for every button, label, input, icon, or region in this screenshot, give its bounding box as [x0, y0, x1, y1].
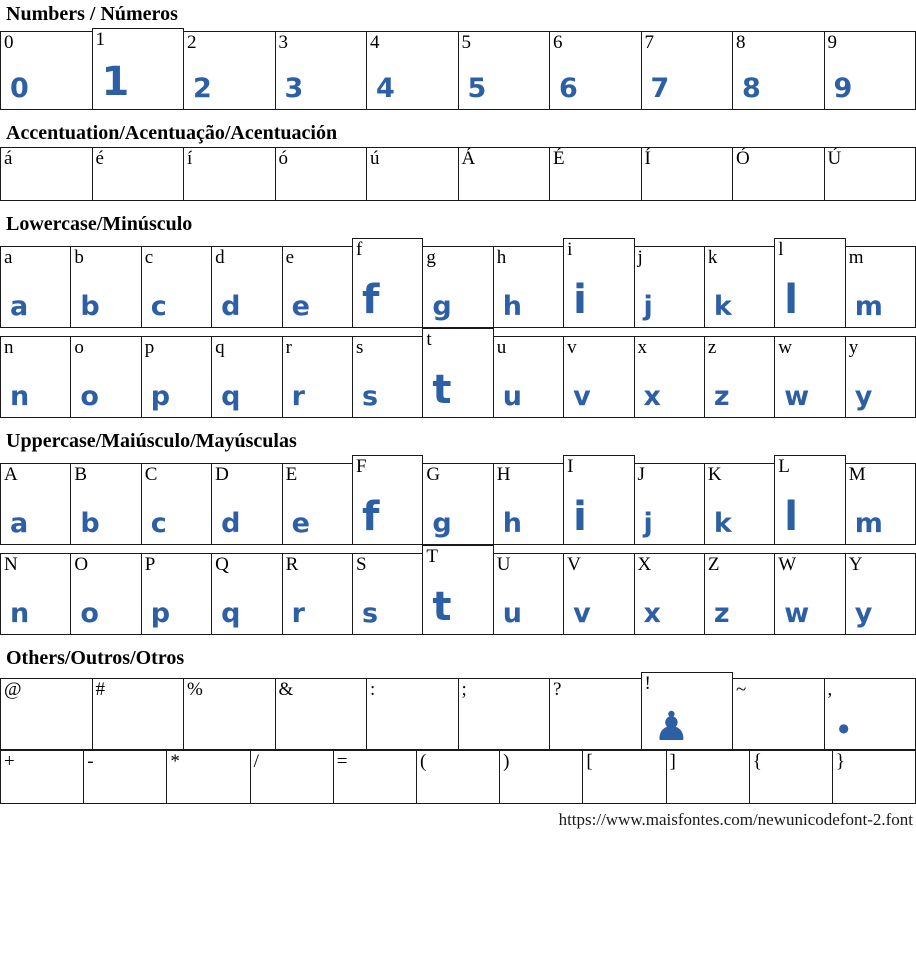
- char-label: X: [635, 554, 704, 576]
- section-title: Uppercase/Maiúsculo/Mayúsculas: [6, 430, 916, 452]
- section-title: Accentuation/Acentuação/Acentuación: [6, 122, 916, 144]
- char-glyph: z: [705, 600, 774, 634]
- char-label: p: [142, 337, 211, 359]
- char-glyph: 4: [367, 75, 458, 109]
- char-label: +: [1, 751, 83, 773]
- char-glyph: a: [1, 510, 70, 544]
- char-cell: [458, 147, 551, 201]
- char-glyph: [550, 193, 641, 200]
- char-glyph: [733, 193, 824, 200]
- char-cell: [0, 463, 71, 545]
- char-glyph: [500, 796, 582, 803]
- char-label: ,: [825, 679, 916, 701]
- char-cell: [422, 328, 493, 418]
- char-label: f: [353, 239, 422, 261]
- char-row: [0, 545, 916, 635]
- char-glyph: z: [705, 383, 774, 417]
- char-glyph: d: [212, 510, 281, 544]
- char-glyph: [276, 742, 367, 749]
- char-glyph: l: [775, 280, 844, 327]
- char-cell: [275, 147, 368, 201]
- char-glyph: s: [353, 600, 422, 634]
- char-cell: [0, 750, 84, 804]
- char-glyph: m: [846, 510, 915, 544]
- footer-url: https://www.maisfontes.com/newunicodefont-2.font: [0, 810, 916, 830]
- char-glyph: [276, 193, 367, 200]
- char-glyph: b: [71, 510, 140, 544]
- char-cell: [845, 336, 916, 418]
- char-glyph: [550, 742, 641, 749]
- char-cell: [824, 678, 916, 750]
- char-label: g: [423, 247, 492, 269]
- char-glyph: u: [494, 383, 563, 417]
- char-label: x: [635, 337, 704, 359]
- char-label: Y: [846, 554, 915, 576]
- char-cell: [563, 238, 634, 328]
- char-label: Z: [705, 554, 774, 576]
- char-cell: [493, 553, 564, 635]
- char-cell: [563, 455, 634, 545]
- char-glyph: 0: [1, 75, 92, 109]
- char-label: %: [184, 679, 275, 701]
- char-row: [0, 672, 916, 750]
- char-label: 4: [367, 32, 458, 54]
- dot-icon: ●: [825, 722, 916, 749]
- char-cell: [211, 553, 282, 635]
- char-label: V: [564, 554, 633, 576]
- char-cell: [704, 463, 775, 545]
- char-cell: [458, 678, 551, 750]
- char-label: y: [846, 337, 915, 359]
- char-cell: [352, 238, 423, 328]
- char-label: (: [417, 751, 499, 773]
- char-label: W: [775, 554, 844, 576]
- char-glyph: 8: [733, 75, 824, 109]
- char-glyph: a: [1, 293, 70, 327]
- char-glyph: [1, 796, 83, 803]
- char-glyph: [417, 796, 499, 803]
- char-label: b: [71, 247, 140, 269]
- char-cell: [70, 553, 141, 635]
- char-glyph: r: [283, 600, 352, 634]
- char-cell: [641, 672, 734, 750]
- char-cell: [824, 147, 916, 201]
- char-label: é: [93, 148, 184, 170]
- char-glyph: f: [353, 280, 422, 327]
- char-label: =: [334, 751, 416, 773]
- char-label: M: [846, 464, 915, 486]
- char-glyph: h: [494, 293, 563, 327]
- char-label: O: [71, 554, 140, 576]
- char-glyph: g: [423, 293, 492, 327]
- char-cell: [563, 336, 634, 418]
- char-cell: [183, 678, 276, 750]
- char-cell: [141, 336, 212, 418]
- char-label: l: [775, 239, 844, 261]
- char-row: [0, 750, 916, 804]
- char-label: U: [494, 554, 563, 576]
- char-row: [0, 238, 916, 328]
- char-glyph: [1, 742, 92, 749]
- person-figure-icon: ♟: [642, 707, 733, 749]
- char-cell: [563, 553, 634, 635]
- char-glyph: [367, 193, 458, 200]
- char-label: o: [71, 337, 140, 359]
- char-cell: [211, 463, 282, 545]
- char-glyph: j: [635, 510, 704, 544]
- char-glyph: t: [423, 587, 492, 634]
- char-label: n: [1, 337, 70, 359]
- char-label: S: [353, 554, 422, 576]
- char-glyph: 2: [184, 75, 275, 109]
- char-label: D: [212, 464, 281, 486]
- char-label: Ó: [733, 148, 824, 170]
- char-label: 0: [1, 32, 92, 54]
- char-cell: [282, 246, 353, 328]
- char-cell: [704, 336, 775, 418]
- char-label: E: [283, 464, 352, 486]
- char-row: [0, 328, 916, 418]
- section-title: Others/Outros/Otros: [6, 647, 916, 669]
- char-glyph: [84, 796, 166, 803]
- char-cell: [141, 246, 212, 328]
- char-label: ): [500, 751, 582, 773]
- char-label: F: [353, 456, 422, 478]
- char-glyph: b: [71, 293, 140, 327]
- char-label: Ú: [825, 148, 916, 170]
- char-cell: [732, 31, 825, 110]
- char-label: 2: [184, 32, 275, 54]
- char-label: }: [833, 751, 915, 773]
- char-cell: [641, 31, 734, 110]
- char-label: L: [775, 456, 844, 478]
- char-glyph: [1, 193, 92, 200]
- char-label: z: [705, 337, 774, 359]
- char-label: {: [750, 751, 832, 773]
- char-cell: [83, 750, 167, 804]
- char-label: i: [564, 239, 633, 261]
- char-glyph: q: [212, 383, 281, 417]
- char-label: /: [251, 751, 333, 773]
- char-cell: [458, 31, 551, 110]
- character-map: [0, 3, 916, 804]
- char-cell: [183, 147, 276, 201]
- char-glyph: v: [564, 383, 633, 417]
- char-label: j: [635, 247, 704, 269]
- char-glyph: [184, 193, 275, 200]
- char-label: ú: [367, 148, 458, 170]
- char-label: 1: [93, 29, 184, 51]
- char-glyph: [583, 796, 665, 803]
- char-cell: [416, 750, 500, 804]
- char-glyph: x: [635, 383, 704, 417]
- char-cell: [832, 750, 916, 804]
- char-cell: [666, 750, 750, 804]
- char-label: k: [705, 247, 774, 269]
- char-cell: [774, 553, 845, 635]
- char-cell: [499, 750, 583, 804]
- char-glyph: [642, 193, 733, 200]
- char-label: P: [142, 554, 211, 576]
- char-label: H: [494, 464, 563, 486]
- char-label: r: [283, 337, 352, 359]
- char-glyph: [667, 796, 749, 803]
- char-label: É: [550, 148, 641, 170]
- char-glyph: [184, 742, 275, 749]
- char-cell: [282, 336, 353, 418]
- char-glyph: j: [635, 293, 704, 327]
- char-cell: [366, 31, 459, 110]
- char-label: 8: [733, 32, 824, 54]
- char-cell: [845, 246, 916, 328]
- char-cell: [141, 463, 212, 545]
- char-label: ó: [276, 148, 367, 170]
- char-label: t: [423, 329, 492, 351]
- char-label: í: [184, 148, 275, 170]
- char-glyph: q: [212, 600, 281, 634]
- char-glyph: h: [494, 510, 563, 544]
- char-label: u: [494, 337, 563, 359]
- char-label: c: [142, 247, 211, 269]
- char-label: K: [705, 464, 774, 486]
- char-label: w: [775, 337, 844, 359]
- char-cell: [0, 553, 71, 635]
- char-label: ~: [733, 679, 824, 701]
- char-label: I: [564, 456, 633, 478]
- char-label: G: [423, 464, 492, 486]
- char-cell: [641, 147, 734, 201]
- char-glyph: 3: [276, 75, 367, 109]
- char-glyph: s: [353, 383, 422, 417]
- char-cell: [422, 463, 493, 545]
- char-label: *: [167, 751, 249, 773]
- char-label: J: [635, 464, 704, 486]
- char-cell: [352, 553, 423, 635]
- char-glyph: [750, 796, 832, 803]
- char-cell: [634, 463, 705, 545]
- char-label: ?: [550, 679, 641, 701]
- char-glyph: e: [283, 293, 352, 327]
- char-cell: [0, 246, 71, 328]
- char-cell: [0, 147, 93, 201]
- char-label: q: [212, 337, 281, 359]
- section-title: Numbers / Números: [6, 3, 916, 25]
- char-cell: [422, 545, 493, 635]
- char-glyph: p: [142, 383, 211, 417]
- char-label: Q: [212, 554, 281, 576]
- char-label: 3: [276, 32, 367, 54]
- char-cell: [366, 678, 459, 750]
- char-cell: [0, 31, 93, 110]
- char-cell: [634, 553, 705, 635]
- char-label: e: [283, 247, 352, 269]
- char-glyph: 1: [93, 62, 184, 109]
- char-label: [: [583, 751, 665, 773]
- char-cell: [275, 678, 368, 750]
- char-glyph: d: [212, 293, 281, 327]
- char-cell: [211, 336, 282, 418]
- char-label: R: [283, 554, 352, 576]
- char-glyph: t: [423, 370, 492, 417]
- char-label: A: [1, 464, 70, 486]
- char-label: !: [642, 673, 733, 695]
- char-label: 9: [825, 32, 916, 54]
- char-label: @: [1, 679, 92, 701]
- char-label: Í: [642, 148, 733, 170]
- char-glyph: [733, 742, 824, 749]
- char-glyph: 6: [550, 75, 641, 109]
- char-cell: [141, 553, 212, 635]
- char-glyph: [93, 193, 184, 200]
- char-cell: [352, 336, 423, 418]
- char-cell: [493, 246, 564, 328]
- char-glyph: p: [142, 600, 211, 634]
- char-label: 7: [642, 32, 733, 54]
- char-glyph: 5: [459, 75, 550, 109]
- char-label: 6: [550, 32, 641, 54]
- char-cell: [183, 31, 276, 110]
- char-glyph: f: [353, 497, 422, 544]
- char-cell: [774, 455, 845, 545]
- char-label: á: [1, 148, 92, 170]
- char-glyph: [334, 796, 416, 803]
- char-cell: [493, 336, 564, 418]
- char-label: ;: [459, 679, 550, 701]
- char-cell: [275, 31, 368, 110]
- char-cell: [732, 147, 825, 201]
- char-cell: [749, 750, 833, 804]
- char-cell: [549, 147, 642, 201]
- char-glyph: c: [142, 510, 211, 544]
- char-glyph: n: [1, 600, 70, 634]
- char-glyph: [833, 796, 915, 803]
- char-cell: [774, 238, 845, 328]
- char-glyph: c: [142, 293, 211, 327]
- char-glyph: n: [1, 383, 70, 417]
- char-cell: [704, 246, 775, 328]
- char-glyph: [367, 742, 458, 749]
- char-cell: [70, 463, 141, 545]
- char-glyph: v: [564, 600, 633, 634]
- char-label: ]: [667, 751, 749, 773]
- char-glyph: [459, 193, 550, 200]
- char-cell: [250, 750, 334, 804]
- char-glyph: k: [705, 293, 774, 327]
- char-cell: [0, 678, 93, 750]
- char-cell: [704, 553, 775, 635]
- char-label: N: [1, 554, 70, 576]
- char-cell: [549, 31, 642, 110]
- char-glyph: r: [283, 383, 352, 417]
- char-cell: [774, 336, 845, 418]
- char-cell: [493, 463, 564, 545]
- char-label: v: [564, 337, 633, 359]
- char-cell: [549, 678, 642, 750]
- char-cell: [845, 553, 916, 635]
- char-cell: [282, 463, 353, 545]
- char-label: C: [142, 464, 211, 486]
- char-glyph: [825, 193, 916, 200]
- char-label: Á: [459, 148, 550, 170]
- char-cell: [634, 336, 705, 418]
- char-cell: [333, 750, 417, 804]
- char-glyph: [167, 796, 249, 803]
- char-cell: [582, 750, 666, 804]
- char-glyph: g: [423, 510, 492, 544]
- char-cell: [92, 147, 185, 201]
- char-label: d: [212, 247, 281, 269]
- char-cell: [282, 553, 353, 635]
- char-label: -: [84, 751, 166, 773]
- char-glyph: o: [71, 600, 140, 634]
- char-cell: [92, 28, 185, 110]
- char-row: [0, 147, 916, 201]
- char-cell: [634, 246, 705, 328]
- char-label: :: [367, 679, 458, 701]
- char-cell: [70, 336, 141, 418]
- char-label: B: [71, 464, 140, 486]
- char-cell: [732, 678, 825, 750]
- char-glyph: y: [846, 383, 915, 417]
- char-row: [0, 455, 916, 545]
- char-glyph: o: [71, 383, 140, 417]
- char-label: T: [423, 546, 492, 568]
- char-label: 5: [459, 32, 550, 54]
- char-glyph: i: [564, 280, 633, 327]
- char-glyph: l: [775, 497, 844, 544]
- char-glyph: u: [494, 600, 563, 634]
- char-glyph: 9: [825, 75, 916, 109]
- char-cell: [824, 31, 916, 110]
- char-cell: [422, 246, 493, 328]
- char-label: m: [846, 247, 915, 269]
- char-glyph: w: [775, 600, 844, 634]
- char-cell: [211, 246, 282, 328]
- char-label: h: [494, 247, 563, 269]
- char-cell: [92, 678, 185, 750]
- char-glyph: m: [846, 293, 915, 327]
- char-label: a: [1, 247, 70, 269]
- char-cell: [166, 750, 250, 804]
- char-cell: [0, 336, 71, 418]
- section-title: Lowercase/Minúsculo: [6, 213, 916, 235]
- char-glyph: i: [564, 497, 633, 544]
- char-glyph: y: [846, 600, 915, 634]
- char-cell: [845, 463, 916, 545]
- char-cell: [366, 147, 459, 201]
- char-glyph: w: [775, 383, 844, 417]
- char-glyph: [251, 796, 333, 803]
- char-row: [0, 28, 916, 110]
- char-glyph: x: [635, 600, 704, 634]
- char-glyph: 7: [642, 75, 733, 109]
- char-glyph: e: [283, 510, 352, 544]
- char-label: &: [276, 679, 367, 701]
- char-glyph: [93, 742, 184, 749]
- char-label: s: [353, 337, 422, 359]
- char-glyph: k: [705, 510, 774, 544]
- char-cell: [70, 246, 141, 328]
- char-cell: [352, 455, 423, 545]
- char-glyph: [459, 742, 550, 749]
- char-label: #: [93, 679, 184, 701]
